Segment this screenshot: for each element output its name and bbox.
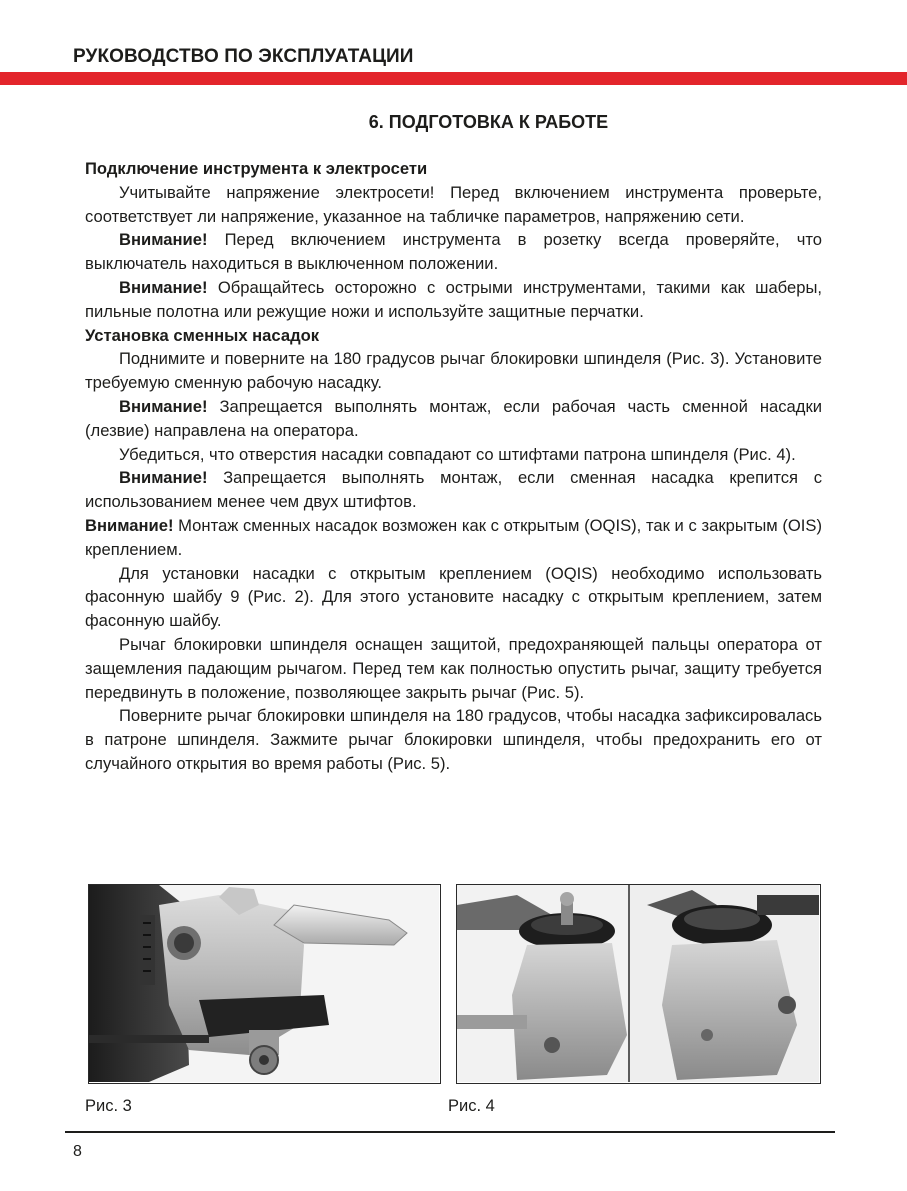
install-paragraph-1: Поднимите и поверните на 180 градусов рычаг блокировки шпинделя (Рис. 3). Установите требуемую сменную рабочую насадку. [85,349,822,393]
warning-label: Внимание! [119,468,208,488]
figure-3-photo [88,884,441,1084]
install-paragraph-4 [85,466,822,514]
power-paragraph-3 [85,276,822,324]
warning-text: Перед включением инструмента в розетку всегда проверяйте, что выключатель находиться в выключенном положении. [85,230,822,274]
header-accent-band [0,72,907,85]
accessory-mounting-illustration [457,885,819,1082]
figure-4-photo [456,884,821,1084]
power-paragraph-2 [85,228,822,276]
warning-label: Внимание! [119,396,208,416]
warning-label: Внимание! [119,277,208,297]
warning-text: Обращайтесь осторожно с острыми инструментами, такими как шаберы, пильные полотна или режущие ножи и используйте защитные перчатки. [85,277,822,321]
power-paragraph-1: Учитывайте напряжение электросети! Перед включением инструмента проверьте, соответствует ли напряжение, указанное на табличке параметров, напряжению сети. [85,182,822,226]
page-number: 8 [73,1143,82,1160]
figure-3-caption: Рис. 3 [85,1097,132,1115]
figure-4-caption: Рис. 4 [448,1097,495,1115]
main-text [85,157,822,776]
install-heading: Установка сменных насадок [85,325,320,345]
warning-text: Монтаж сменных насадок возможен как с открытым (OQIS), так и с закрытым (OIS) креплением. [85,515,822,559]
install-paragraph-2 [85,395,822,443]
warning-label: Внимание! [119,230,208,250]
install-paragraph-3: Убедиться, что отверстия насадки совпадают со штифтами патрона шпинделя (Рис. 4). [119,444,796,464]
multitool-lever-illustration [89,885,439,1082]
page-header-title: РУКОВОДСТВО ПО ЭКСПЛУАТАЦИИ [73,46,414,67]
power-heading: Подключение инструмента к электросети [85,159,428,178]
install-paragraph-8: Поверните рычаг блокировки шпинделя на 180 градусов, чтобы насадка зафиксировалась в патроне шпинделя. Зажмите рычаг блокировки шпинделя, чтобы предохранить его от случайного открытия во время работы (Рис. 5). [85,706,822,773]
warning-label: Внимание! [85,515,174,535]
section-title: 6. ПОДГОТОВКА К РАБОТЕ [368,112,609,132]
warning-text: Запрещается выполнять монтаж, если рабочая часть сменной насадки (лезвие) направлена на оператора. [85,396,822,440]
install-paragraph-6: Для установки насадки с открытым креплением (OQIS) необходимо использовать фасонную шайбу 9 (Рис. 2). Для этого установите насадку с открытым креплением, затем фасонную шайбу. [85,563,822,631]
install-paragraph-5 [85,514,822,562]
footer-divider [65,1131,835,1133]
install-paragraph-7: Рычаг блокировки шпинделя оснащен защитой, предохраняющей пальцы оператора от защемления падающим рычагом. Перед тем как полностью опустить рычаг, защиту требуется передвинуть в положение, позволяющее закрыть рычаг (Рис. 5). [85,634,822,702]
warning-text: Запрещается выполнять монтаж, если сменная насадка крепится с использованием менее чем двух штифтов. [85,468,822,512]
